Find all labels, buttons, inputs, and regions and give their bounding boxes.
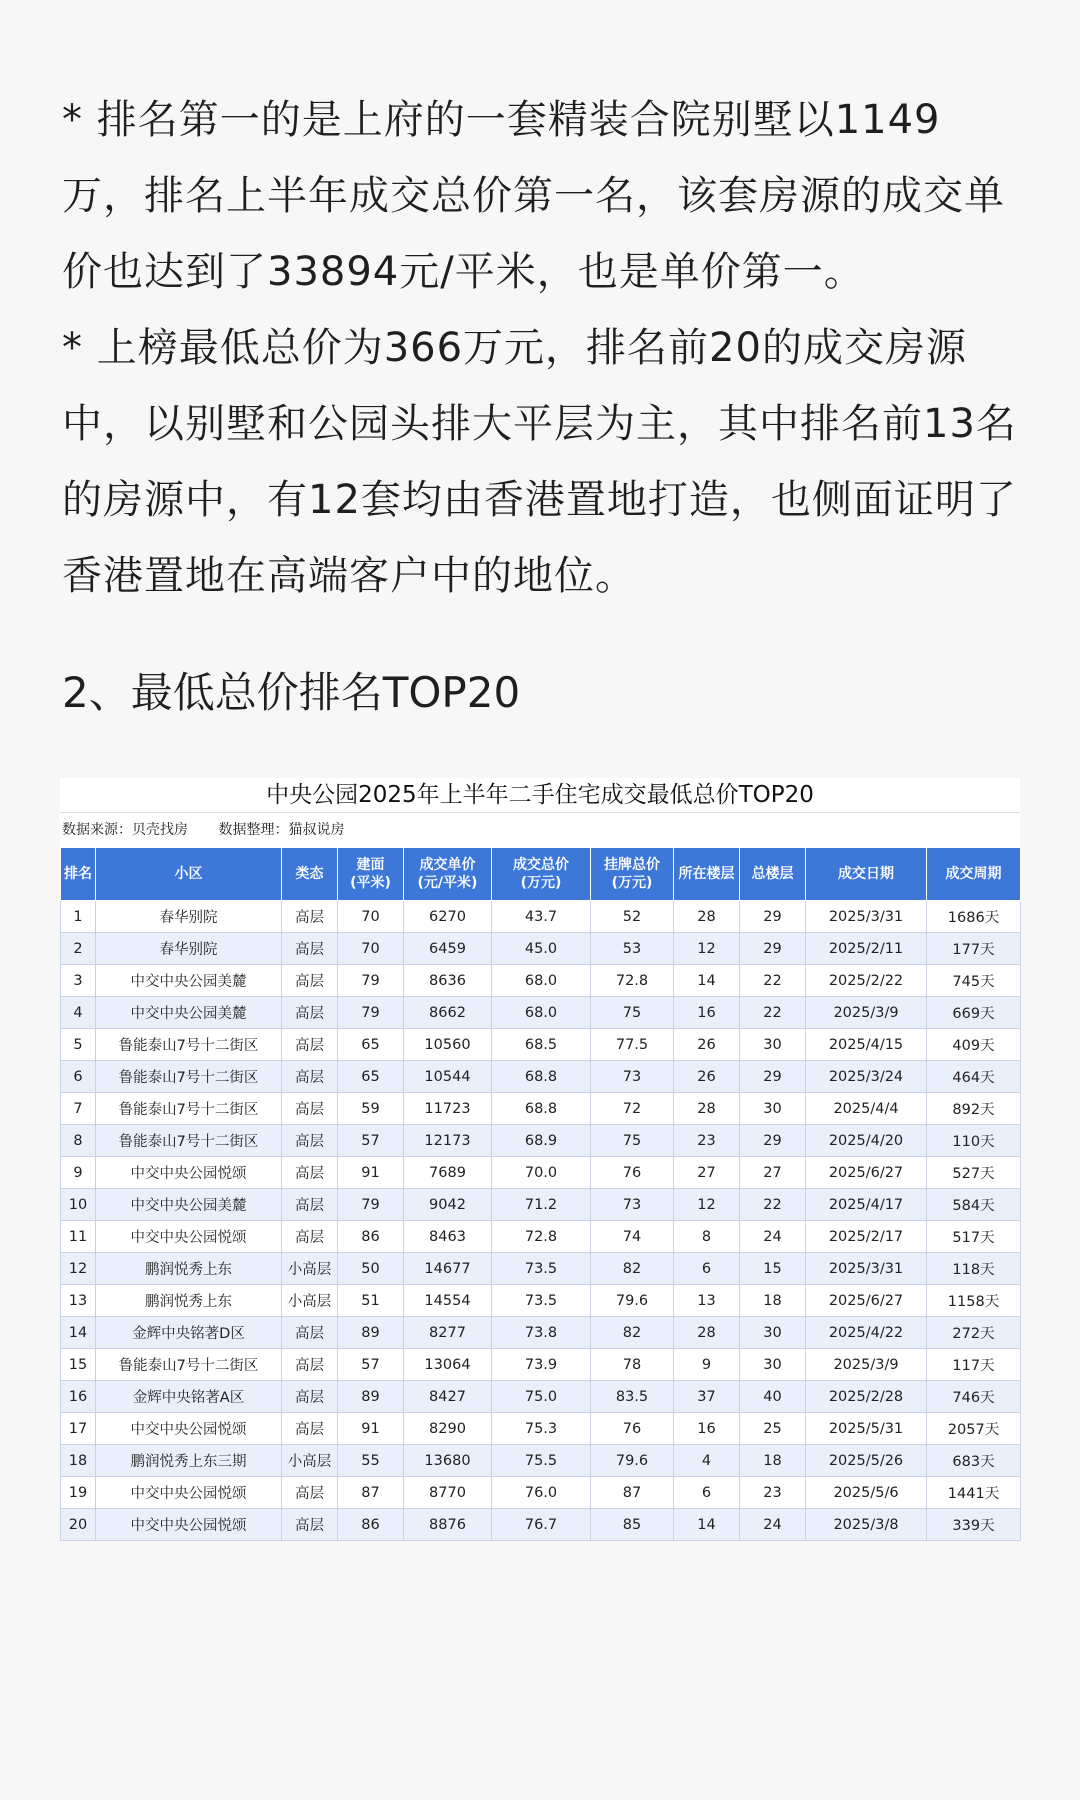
table-cell: 75.0: [492, 1381, 591, 1413]
column-header: [282, 848, 338, 901]
table-cell: 1441天: [927, 1477, 1021, 1509]
table-cell: 2025/3/31: [806, 1253, 927, 1285]
table-cell: 高层: [282, 1509, 338, 1541]
table-cell: 11: [61, 1221, 96, 1253]
table-cell: 87: [591, 1477, 674, 1509]
table-cell: 14: [674, 965, 740, 997]
table-cell: 37: [674, 1381, 740, 1413]
table-cell: 71.2: [492, 1189, 591, 1221]
table-cell: 68.0: [492, 997, 591, 1029]
table-cell: 8463: [404, 1221, 492, 1253]
table-cell: 中交中央公园美麓: [96, 1189, 282, 1221]
table-cell: 75.3: [492, 1413, 591, 1445]
table-cell: 春华别院: [96, 901, 282, 933]
table-cell: 高层: [282, 1413, 338, 1445]
table-header-row: [61, 848, 1021, 901]
table-cell: 9: [674, 1349, 740, 1381]
table-cell: 鲁能泰山7号十二街区: [96, 1093, 282, 1125]
table-cell: 19: [61, 1477, 96, 1509]
data-compiler-label: 数据整理：猫叔说房: [218, 822, 345, 838]
table-cell: 57: [338, 1125, 404, 1157]
column-header-label: 总楼层: [751, 866, 794, 882]
table-cell: 12: [61, 1253, 96, 1285]
table-cell: 4: [674, 1445, 740, 1477]
table-row: [61, 1253, 1021, 1285]
column-header-unit: (万元): [520, 875, 562, 891]
table-cell: 8427: [404, 1381, 492, 1413]
table-cell: 1158天: [927, 1285, 1021, 1317]
table-cell: 2025/5/26: [806, 1445, 927, 1477]
table-row: [61, 1317, 1021, 1349]
table-cell: 68.5: [492, 1029, 591, 1061]
table-cell: 50: [338, 1253, 404, 1285]
table-cell: 68.9: [492, 1125, 591, 1157]
column-header-label: 建面: [356, 857, 385, 873]
table-cell: 65: [338, 1061, 404, 1093]
table-cell: 12173: [404, 1125, 492, 1157]
table-cell: 57: [338, 1349, 404, 1381]
column-header-label: 成交日期: [838, 866, 894, 882]
table-cell: 4: [61, 997, 96, 1029]
table-row: [61, 997, 1021, 1029]
table-cell: 75: [591, 997, 674, 1029]
table-cell: 3: [61, 965, 96, 997]
table-cell: 79: [338, 1189, 404, 1221]
table-cell: 金辉中央铭著A区: [96, 1381, 282, 1413]
section-heading: 2、最低总价排名TOP20: [62, 668, 521, 717]
table-cell: 13: [674, 1285, 740, 1317]
column-header-unit: (平米): [350, 875, 391, 891]
table-cell: 14: [674, 1509, 740, 1541]
table-cell: 8662: [404, 997, 492, 1029]
table-cell: 鲁能泰山7号十二街区: [96, 1349, 282, 1381]
table-cell: 2025/3/24: [806, 1061, 927, 1093]
table-cell: 6459: [404, 933, 492, 965]
table-cell: 2025/6/27: [806, 1157, 927, 1189]
table-cell: 18: [740, 1285, 806, 1317]
table-cell: 中交中央公园悦颂: [96, 1221, 282, 1253]
table-cell: 中交中央公园悦颂: [96, 1509, 282, 1541]
table-cell: 73.9: [492, 1349, 591, 1381]
column-header-label: 成交总价: [513, 857, 569, 873]
table-cell: 72.8: [591, 965, 674, 997]
table-cell: 52: [591, 901, 674, 933]
table-cell: 小高层: [282, 1445, 338, 1477]
column-header: [927, 848, 1021, 901]
table-cell: 鲁能泰山7号十二街区: [96, 1061, 282, 1093]
table-cell: 14: [61, 1317, 96, 1349]
table-row: [61, 965, 1021, 997]
table-cell: 118天: [927, 1253, 1021, 1285]
table-cell: 73.5: [492, 1285, 591, 1317]
table-cell: 2025/3/9: [806, 1349, 927, 1381]
table-row: [61, 901, 1021, 933]
table-cell: 82: [591, 1253, 674, 1285]
table-cell: 746天: [927, 1381, 1021, 1413]
table-cell: 2025/3/8: [806, 1509, 927, 1541]
table-cell: 12: [674, 1189, 740, 1221]
table-cell: 2025/5/31: [806, 1413, 927, 1445]
table-cell: 86: [338, 1509, 404, 1541]
table-cell: 8636: [404, 965, 492, 997]
table-cell: 12: [674, 933, 740, 965]
table-cell: 91: [338, 1413, 404, 1445]
table-cell: 87: [338, 1477, 404, 1509]
table-cell: 24: [740, 1509, 806, 1541]
table-cell: 5: [61, 1029, 96, 1061]
table-cell: 小高层: [282, 1285, 338, 1317]
table-cell: 117天: [927, 1349, 1021, 1381]
table-cell: 26: [674, 1029, 740, 1061]
table-cell: 中交中央公园美麓: [96, 965, 282, 997]
table-cell: 76.0: [492, 1477, 591, 1509]
table-cell: 中交中央公园悦颂: [96, 1413, 282, 1445]
paragraph-2: * 上榜最低总价为366万元，排名前20的成交房源中，以别墅和公园头排大平层为主，其中排名前13名的房源中，有12套均由香港置地打造，也侧面证明了香港置地在高端客户中的地位。: [62, 325, 1017, 599]
table-cell: 82: [591, 1317, 674, 1349]
table-cell: 2025/2/11: [806, 933, 927, 965]
table-cell: 2025/4/22: [806, 1317, 927, 1349]
column-header: [338, 848, 404, 901]
table-cell: 1: [61, 901, 96, 933]
column-header-unit: (万元): [611, 875, 653, 891]
table-cell: 272天: [927, 1317, 1021, 1349]
table-cell: 8277: [404, 1317, 492, 1349]
table-cell: 高层: [282, 1061, 338, 1093]
table-cell: 18: [740, 1445, 806, 1477]
table-cell: 339天: [927, 1509, 1021, 1541]
table-cell: 春华别院: [96, 933, 282, 965]
table-row: [61, 1477, 1021, 1509]
table-row: [61, 1125, 1021, 1157]
table-cell: 20: [61, 1509, 96, 1541]
table-cell: 2025/4/4: [806, 1093, 927, 1125]
table-cell: 8876: [404, 1509, 492, 1541]
table-cell: 10: [61, 1189, 96, 1221]
table-cell: 30: [740, 1349, 806, 1381]
table-cell: 7: [61, 1093, 96, 1125]
table-cell: 29: [740, 933, 806, 965]
table-cell: 70.0: [492, 1157, 591, 1189]
table-cell: 2025/3/9: [806, 997, 927, 1029]
table-cell: 53: [591, 933, 674, 965]
table-cell: 745天: [927, 965, 1021, 997]
table-cell: 2025/4/20: [806, 1125, 927, 1157]
table-cell: 2: [61, 933, 96, 965]
table-cell: 2025/3/31: [806, 901, 927, 933]
table-cell: 683天: [927, 1445, 1021, 1477]
table-row: [61, 1349, 1021, 1381]
table-cell: 16: [674, 1413, 740, 1445]
table-row: [61, 1413, 1021, 1445]
table-cell: 6: [674, 1253, 740, 1285]
table-cell: 584天: [927, 1189, 1021, 1221]
table-cell: 7689: [404, 1157, 492, 1189]
table-cell: 26: [674, 1061, 740, 1093]
table-cell: 517天: [927, 1221, 1021, 1253]
column-header-label: 所在楼层: [678, 866, 735, 882]
table-row: [61, 1189, 1021, 1221]
table-cell: 鲁能泰山7号十二街区: [96, 1125, 282, 1157]
column-header: [61, 848, 96, 901]
table-cell: 43.7: [492, 901, 591, 933]
table-cell: 2025/4/15: [806, 1029, 927, 1061]
table-cell: 8: [61, 1125, 96, 1157]
table-cell: 45.0: [492, 933, 591, 965]
column-header-label: 成交单价: [419, 857, 476, 873]
table-cell: 高层: [282, 933, 338, 965]
table-cell: 高层: [282, 1125, 338, 1157]
table-cell: 75: [591, 1125, 674, 1157]
table-cell: 89: [338, 1381, 404, 1413]
column-header: [674, 848, 740, 901]
table-cell: 高层: [282, 965, 338, 997]
table-cell: 小高层: [282, 1253, 338, 1285]
table-cell: 18: [61, 1445, 96, 1477]
table-cell: 74: [591, 1221, 674, 1253]
table-cell: 8290: [404, 1413, 492, 1445]
table-cell: 91: [338, 1157, 404, 1189]
table-cell: 28: [674, 1093, 740, 1125]
table-cell: 鲁能泰山7号十二街区: [96, 1029, 282, 1061]
table-cell: 73.5: [492, 1253, 591, 1285]
table-cell: 70: [338, 933, 404, 965]
table-cell: 77.5: [591, 1029, 674, 1061]
table-cell: 2025/5/6: [806, 1477, 927, 1509]
table-cell: 8770: [404, 1477, 492, 1509]
table-cell: 高层: [282, 901, 338, 933]
table-cell: 2025/2/22: [806, 965, 927, 997]
column-header-label: 类态: [295, 866, 324, 882]
table-cell: 86: [338, 1221, 404, 1253]
table-cell: 85: [591, 1509, 674, 1541]
table-cell: 23: [674, 1125, 740, 1157]
table-cell: 76.7: [492, 1509, 591, 1541]
table-cell: 6270: [404, 901, 492, 933]
paragraph-1: * 排名第一的是上府的一套精装合院别墅以1149万，排名上半年成交总价第一名，该套房源的成交单价也达到了33894元/平米，也是单价第一。: [62, 97, 1005, 295]
table-cell: 73: [591, 1061, 674, 1093]
table-cell: 鹏润悦秀上东三期: [96, 1445, 282, 1477]
table-cell: 22: [740, 965, 806, 997]
table-cell: 72.8: [492, 1221, 591, 1253]
table-cell: 13680: [404, 1445, 492, 1477]
table-row: [61, 1509, 1021, 1541]
table-cell: 2025/2/17: [806, 1221, 927, 1253]
table-cell: 27: [740, 1157, 806, 1189]
table-row: [61, 1285, 1021, 1317]
table-cell: 65: [338, 1029, 404, 1061]
column-header-unit: (元/平米): [417, 875, 478, 891]
table-cell: 2025/4/17: [806, 1189, 927, 1221]
table-cell: 14677: [404, 1253, 492, 1285]
column-header-label: 小区: [174, 866, 203, 882]
table-title: 中央公园2025年上半年二手住宅成交最低总价TOP20: [60, 778, 1020, 813]
table-cell: 高层: [282, 1381, 338, 1413]
table-cell: 高层: [282, 1189, 338, 1221]
table-row: [61, 1061, 1021, 1093]
table-cell: 高层: [282, 1029, 338, 1061]
table-cell: 76: [591, 1413, 674, 1445]
table-cell: 669天: [927, 997, 1021, 1029]
table-cell: 2025/2/28: [806, 1381, 927, 1413]
table-cell: 79.6: [591, 1285, 674, 1317]
table-cell: 28: [674, 1317, 740, 1349]
table-cell: 金辉中央铭著D区: [96, 1317, 282, 1349]
table-cell: 29: [740, 1061, 806, 1093]
table-cell: 527天: [927, 1157, 1021, 1189]
column-header-label: 挂牌总价: [604, 857, 660, 873]
table-cell: 15: [61, 1349, 96, 1381]
table-cell: 72: [591, 1093, 674, 1125]
table-cell: 70: [338, 901, 404, 933]
table-cell: 高层: [282, 1317, 338, 1349]
column-header: [492, 848, 591, 901]
table-cell: 高层: [282, 997, 338, 1029]
table-cell: 30: [740, 1317, 806, 1349]
table-cell: 16: [61, 1381, 96, 1413]
table-cell: 17: [61, 1413, 96, 1445]
table-cell: 25: [740, 1413, 806, 1445]
table-body: [61, 901, 1021, 1541]
table-cell: 高层: [282, 1477, 338, 1509]
table-cell: 59: [338, 1093, 404, 1125]
column-header: [591, 848, 674, 901]
table-cell: 13: [61, 1285, 96, 1317]
table-cell: 22: [740, 1189, 806, 1221]
table-cell: 9042: [404, 1189, 492, 1221]
table-cell: 6: [61, 1061, 96, 1093]
table-row: [61, 1029, 1021, 1061]
table-cell: 892天: [927, 1093, 1021, 1125]
column-header: [96, 848, 282, 901]
table-row: [61, 1157, 1021, 1189]
table-cell: 27: [674, 1157, 740, 1189]
table-cell: 55: [338, 1445, 404, 1477]
table-cell: 83.5: [591, 1381, 674, 1413]
table-cell: 高层: [282, 1157, 338, 1189]
ranking-table-image: [60, 778, 1020, 1541]
table-source-line: [60, 813, 1020, 847]
table-cell: 28: [674, 901, 740, 933]
table-cell: 11723: [404, 1093, 492, 1125]
table-cell: 9: [61, 1157, 96, 1189]
table-cell: 75.5: [492, 1445, 591, 1477]
table-cell: 中交中央公园悦颂: [96, 1157, 282, 1189]
table-cell: 8: [674, 1221, 740, 1253]
table-cell: 30: [740, 1093, 806, 1125]
table-cell: 177天: [927, 933, 1021, 965]
table-cell: 10544: [404, 1061, 492, 1093]
table-row: [61, 933, 1021, 965]
table-cell: 2025/6/27: [806, 1285, 927, 1317]
table-cell: 13064: [404, 1349, 492, 1381]
table-cell: 73.8: [492, 1317, 591, 1349]
table-cell: 89: [338, 1317, 404, 1349]
table-cell: 51: [338, 1285, 404, 1317]
table-cell: 16: [674, 997, 740, 1029]
table-row: [61, 1445, 1021, 1477]
data-source-label: 数据来源：贝壳找房: [62, 822, 188, 838]
table-cell: 68.8: [492, 1093, 591, 1125]
table-cell: 中交中央公园悦颂: [96, 1477, 282, 1509]
column-header: [740, 848, 806, 901]
table-cell: 68.0: [492, 965, 591, 997]
column-header-label: 排名: [64, 866, 92, 882]
table-cell: 409天: [927, 1029, 1021, 1061]
table-cell: 1686天: [927, 901, 1021, 933]
table-cell: 30: [740, 1029, 806, 1061]
column-header-label: 成交周期: [945, 866, 1002, 882]
table-row: [61, 1221, 1021, 1253]
ranking-table: [60, 847, 1021, 1541]
table-cell: 2057天: [927, 1413, 1021, 1445]
article-body: [62, 82, 1022, 614]
table-cell: 29: [740, 901, 806, 933]
table-cell: 高层: [282, 1221, 338, 1253]
table-cell: 68.8: [492, 1061, 591, 1093]
table-row: [61, 1381, 1021, 1413]
table-cell: 73: [591, 1189, 674, 1221]
table-cell: 79.6: [591, 1445, 674, 1477]
table-cell: 79: [338, 997, 404, 1029]
table-cell: 6: [674, 1477, 740, 1509]
table-cell: 鹏润悦秀上东: [96, 1253, 282, 1285]
column-header: [806, 848, 927, 901]
table-cell: 鹏润悦秀上东: [96, 1285, 282, 1317]
table-cell: 76: [591, 1157, 674, 1189]
table-cell: 40: [740, 1381, 806, 1413]
table-cell: 23: [740, 1477, 806, 1509]
table-cell: 10560: [404, 1029, 492, 1061]
table-cell: 78: [591, 1349, 674, 1381]
table-cell: 29: [740, 1125, 806, 1157]
column-header: [404, 848, 492, 901]
table-cell: 14554: [404, 1285, 492, 1317]
table-row: [61, 1093, 1021, 1125]
table-cell: 79: [338, 965, 404, 997]
table-cell: 15: [740, 1253, 806, 1285]
table-cell: 高层: [282, 1093, 338, 1125]
table-cell: 464天: [927, 1061, 1021, 1093]
table-cell: 22: [740, 997, 806, 1029]
table-cell: 中交中央公园美麓: [96, 997, 282, 1029]
table-cell: 高层: [282, 1349, 338, 1381]
table-cell: 24: [740, 1221, 806, 1253]
table-cell: 110天: [927, 1125, 1021, 1157]
